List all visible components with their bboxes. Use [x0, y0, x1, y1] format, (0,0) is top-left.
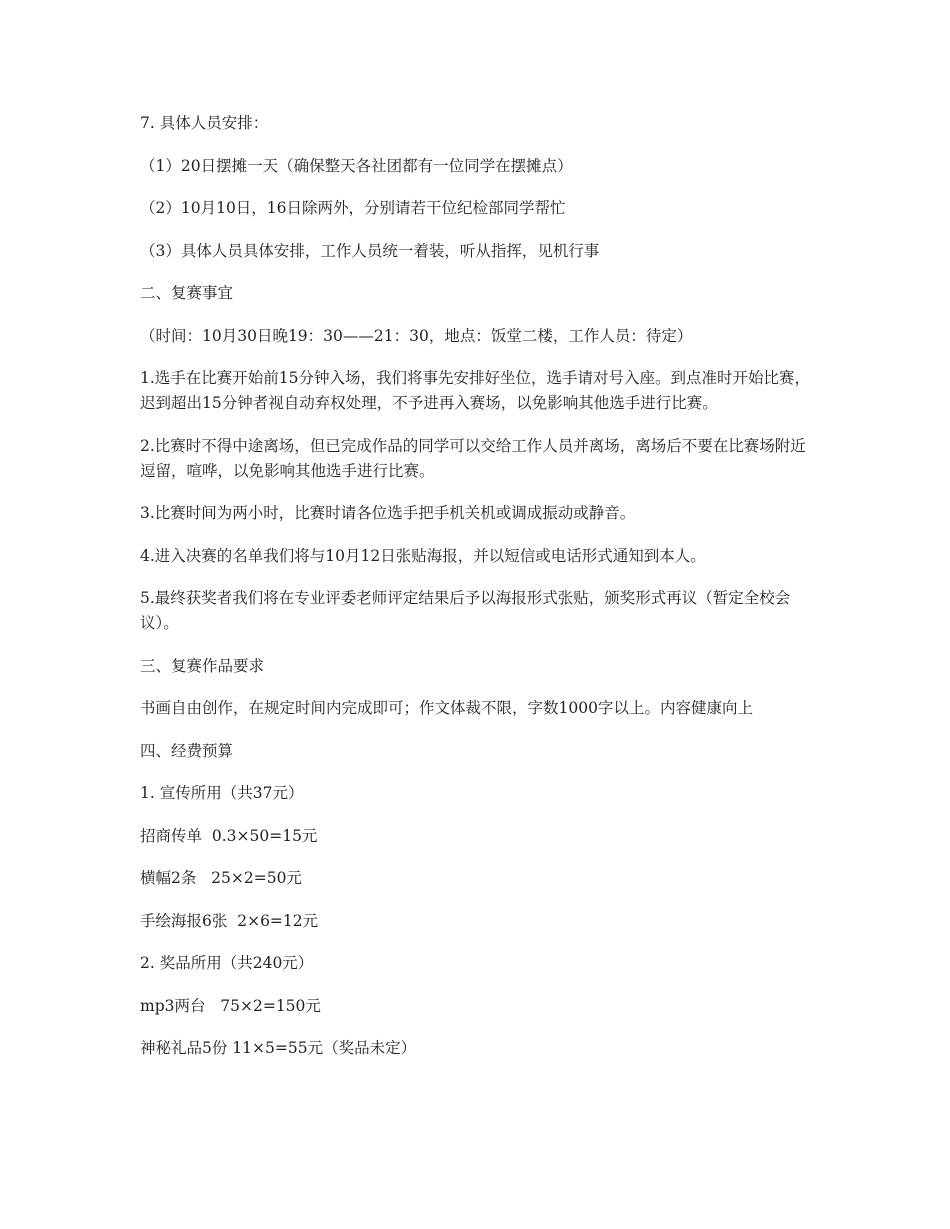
budget-item-posters: 手绘海报6张 2×6=12元 [140, 911, 319, 930]
semifinal-rule-3: 3.比赛时间为两小时，比赛时请各位选手把手机关机或调成振动或静音。 [140, 504, 636, 522]
budget-prizes-heading: 2. 奖品所用（共240元） [140, 954, 314, 972]
staff-arrangement-heading: 7. 具体人员安排： [140, 114, 269, 132]
budget-item-mystery-gift: 神秘礼品5份 11×5=55元（奖品未定） [140, 1039, 417, 1057]
semifinal-rule-5: 5.最终获奖者我们将在专业评委老师评定结果后予以海报形式张贴，颁奖形式再议（暂定全校会议）。 [140, 589, 791, 632]
section-heading-budget: 四、经费预算 [140, 741, 234, 760]
section-heading-semifinal: 二、复赛事宜 [140, 284, 234, 302]
budget-item-banners: 横幅2条 25×2=50元 [140, 869, 302, 887]
budget-publicity-heading: 1. 宣传所用（共37元） [140, 784, 304, 802]
staff-item-1: （1）20日摆摊一天（确保整天各社团都有一位同学在摆摊点） [140, 156, 573, 175]
requirements-text: 书画自由创作，在规定时间内完成即可；作文体裁不限，字数1000字以上。内容健康向上 [140, 699, 753, 717]
budget-item-flyers: 招商传单 0.3×50=15元 [140, 826, 318, 845]
budget-item-mp3: mp3两台 75×2=150元 [140, 996, 321, 1015]
semifinal-rule-2: 2.比赛时不得中途离场，但已完成作品的同学可以交给工作人员并离场，离场后不要在比赛场附近逗留，喧哗，以免影响其他选手进行比赛。 [140, 436, 806, 480]
semifinal-time-location: （时间：10月30日晚19：30——21：30，地点：饭堂二楼，工作人员：待定） [140, 326, 693, 345]
document-body [140, 111, 812, 1079]
section-heading-requirements: 三、复赛作品要求 [140, 656, 265, 675]
semifinal-rule-4: 4.进入决赛的名单我们将与10月12日张贴海报，并以短信或电话形式通知到本人。 [140, 546, 706, 565]
semifinal-rule-1: 1.选手在比赛开始前15分钟入场，我们将事先安排好坐位，选手请对号入座。到点准时开始比赛，迟到超出15分钟者视自动弃权处理，不予进再入赛场，以免影响其他选手进行比赛。 [140, 369, 811, 412]
staff-item-2: （2）10月10日，16日除两外，分别请若干位纪检部同学帮忙 [140, 199, 566, 217]
staff-item-3: （3）具体人员具体安排，工作人员统一着装，听从指挥，见机行事 [140, 241, 600, 260]
